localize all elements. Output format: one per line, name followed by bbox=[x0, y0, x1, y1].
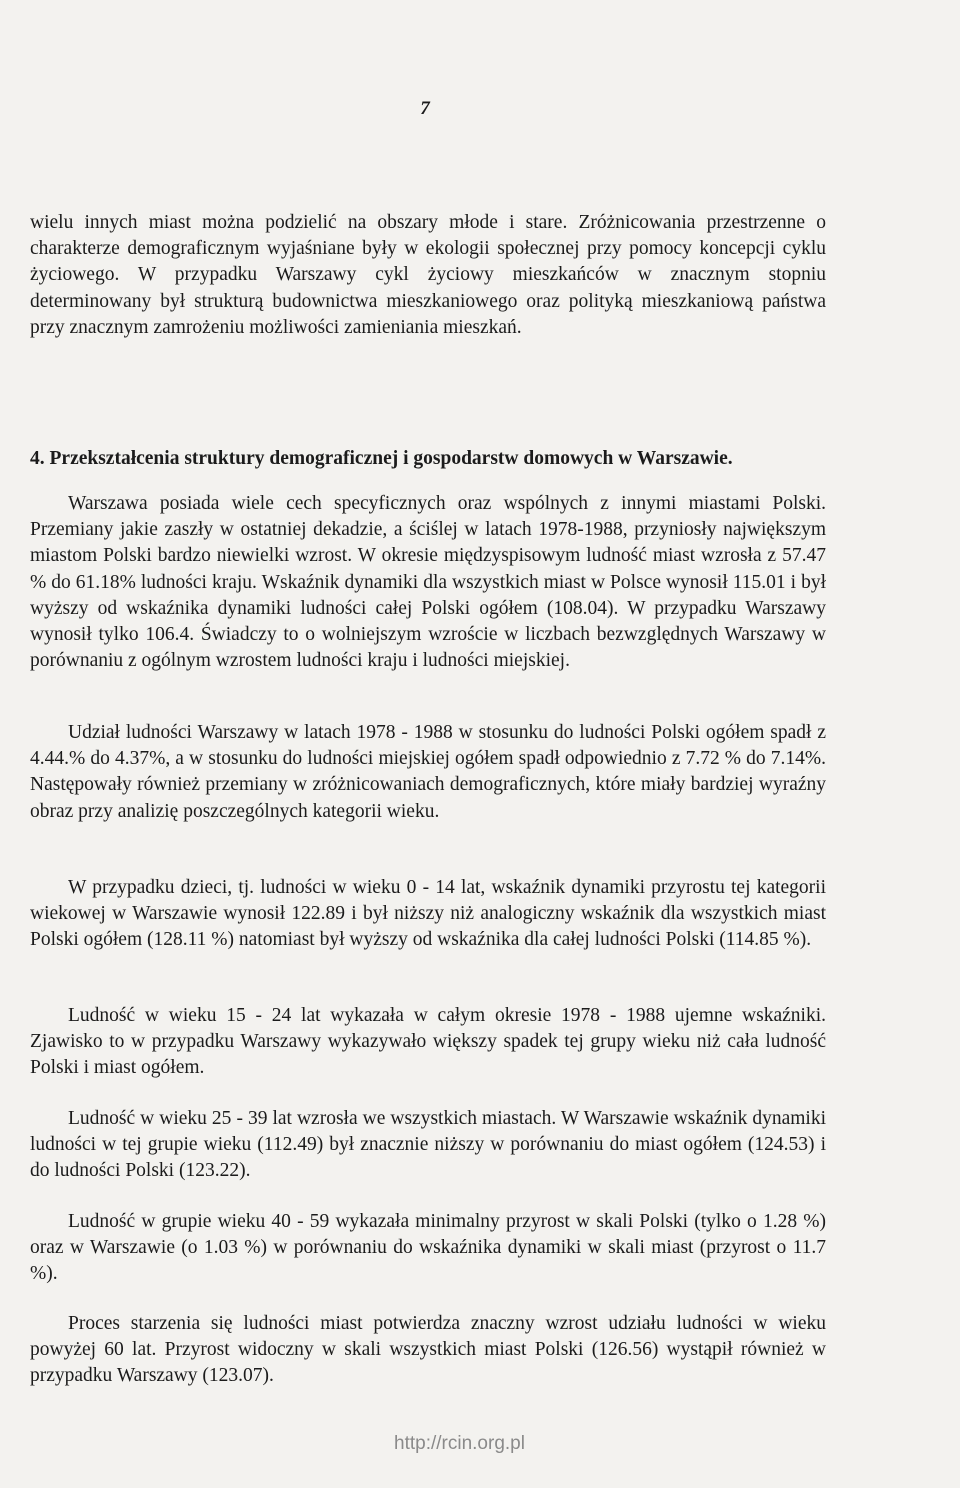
paragraph-ageing: Proces starzenia się ludności miast potwierdza znaczny wzrost udziału ludności w wieku powyżej 60 lat. Przyrost widoczny w skali wszystkich miast Polski (126.56) wystąpił również w przypadku Warszawy (123.07). bbox=[30, 1313, 826, 1387]
paragraph-population-change: Warszawa posiada wiele cech specyficznych oraz wspólnych z innymi miastami Polski. Przemiany jakie zaszły w ostatniej dekadzie, a ściślej w latach 1978-1988, przyniosły największym miastom Polski bardzo niewielki wzrost. W okresie międzyspisowym ludność miast wzrosła z 57.47 % do 61.18% ludności kraju. Wskaźnik dynamiki dla wszystkich miast w Polsce wynosił 115.01 i był wyższy od wskaźnika dynamiki ludności całej Polski ogółem (108.04). W przypadku Warszawy wynosił tylko 106.4. Świadczy to o wolniejszym wzroście w liczbach bezwzględnych Warszawy w porównaniu z ogólnym wzrostem ludności kraju i ludności miejskiej. bbox=[30, 493, 826, 672]
paragraph-children: W przypadku dzieci, tj. ludności w wieku 0 - 14 lat, wskaźnik dynamiki przyrostu tej kategorii wiekowej w Warszawie wynosił 122.89 i był niższy niż analogiczny wskaźnik dla wszystkich miast Polski ogółem (128.11 %) natomiast był wyższy od wskaźnika dla całej ludności Polski (114.85 %). bbox=[30, 877, 826, 951]
section-heading: 4. Przekształcenia struktury demograficznej i gospodarstw domowych w Warszawie. bbox=[30, 448, 733, 469]
page-number: 7 bbox=[420, 98, 430, 119]
intro-paragraph: wielu innych miast można podzielić na obszary młode i stare. Zróżnicowania przestrzenne o charakterze demograficznym wyjaśniane były w ekologii społecznej przy pomocy koncepcji cyklu życiowego. W przypadku Warszawy cykl życiowy mieszkańców w znacznym stopniu determinowany był strukturą budownictwa mieszkaniowego oraz polityką mieszkaniową państwa przy znacznym zamrożeniu możliwości zamieniania mieszkań. bbox=[30, 212, 826, 338]
paragraph-age-15-24: Ludność w wieku 15 - 24 lat wykazała w całym okresie 1978 - 1988 ujemne wskaźniki. Zjawisko to w przypadku Warszawy wykazywało większy spadek tej grupy wieku niż cała ludność Polski i miast ogółem. bbox=[30, 1005, 826, 1079]
source-url-watermark: http://rcin.org.pl bbox=[394, 1433, 525, 1454]
paragraph-warsaw-share: Udział ludności Warszawy w latach 1978 - 1988 w stosunku do ludności Polski ogółem spadł z 4.44.% do 4.37%, a w stosunku do ludności miejskiej ogółem spadł odpowiednio z 7.72 % do 7.14%. Następowały również przemiany w zróżnicowaniach demograficznych, które miały bardziej wyraźny obraz przy analizię poszczególnych kategorii wieku. bbox=[30, 722, 826, 822]
paragraph-age-40-59: Ludność w grupie wieku 40 - 59 wykazała minimalny przyrost w skali Polski (tylko o 1.28 %) oraz w Warszawie (o 1.03 %) w porównaniu do wskaźnika dynamiki w skali miast (przyrost o 11.7 %). bbox=[30, 1211, 826, 1285]
paragraph-age-25-39: Ludność w wieku 25 - 39 lat wzrosła we wszystkich miastach. W Warszawie wskaźnik dynamiki ludności w tej grupie wieku (112.49) był znacznie niższy w porównaniu do miast ogółem (124.53) i do ludności Polski (123.22). bbox=[30, 1108, 826, 1182]
